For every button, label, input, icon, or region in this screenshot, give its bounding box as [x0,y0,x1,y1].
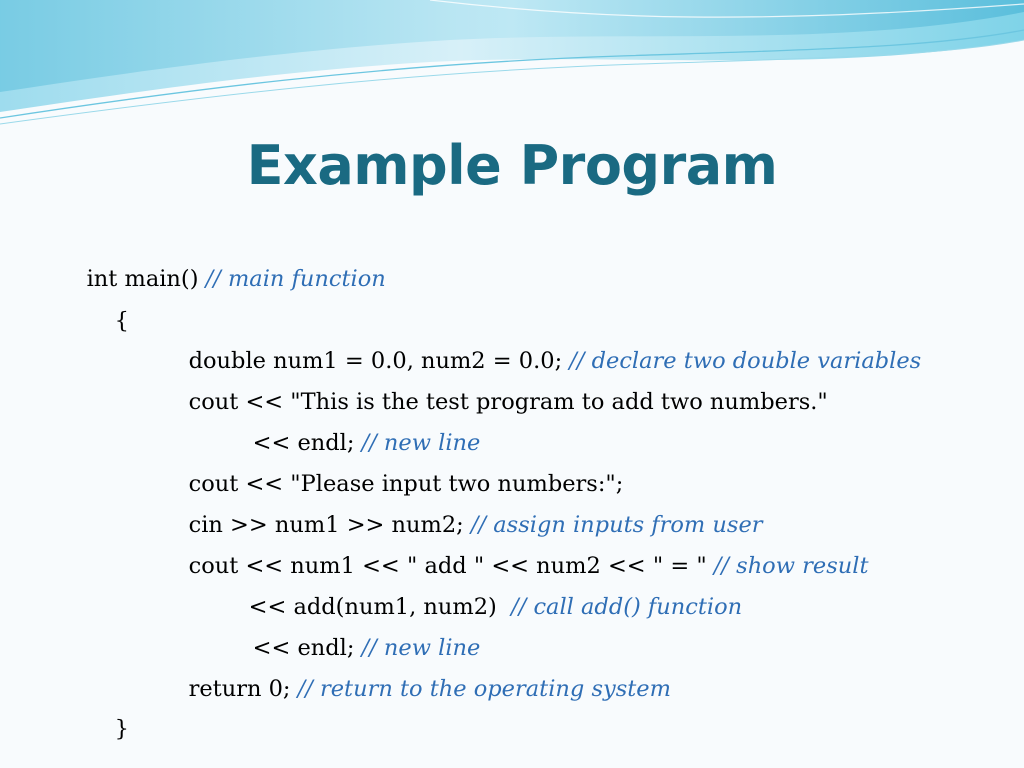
code-comment: // show result [713,553,869,579]
code-comment: // assign inputs from user [470,512,763,538]
code-line [86,260,129,334]
code-comment: // return to the operating system [297,676,671,702]
code-text: cin >> num1 >> num2; [188,512,471,538]
code-line [58,218,386,292]
code-text: } [114,716,129,742]
code-line [220,546,743,620]
code-text: cout << "Please input two numbers:"; [188,471,624,497]
code-text: int main() [86,266,206,292]
code-line [160,423,624,497]
code-line [160,505,869,579]
code-line [224,382,481,456]
code-line [160,628,671,702]
code-text: cout << "This is the test program to add two numbers." [188,389,828,415]
code-comment: // call add() function [511,594,743,620]
code-comment: // new line [361,430,481,456]
code-line [224,587,481,661]
code-line [160,464,763,538]
code-text: double num1 = 0.0, num2 = 0.0; [188,348,570,374]
code-text: { [114,308,129,334]
code-comment: // main function [205,266,386,292]
code-text: << endl; [252,635,362,661]
code-text: cout << num1 << " add " << num2 << " = " [188,553,714,579]
code-line [86,668,129,742]
code-text: << add(num1, num2) [248,594,512,620]
code-comment: // new line [361,635,481,661]
code-line [160,341,828,415]
code-text: return 0; [188,676,298,702]
code-comment: // declare two double variables [569,348,922,374]
code-line [160,300,922,374]
decorative-wave-header [0,0,1024,130]
slide-title: Example Program [246,134,778,197]
code-text: << endl; [252,430,362,456]
